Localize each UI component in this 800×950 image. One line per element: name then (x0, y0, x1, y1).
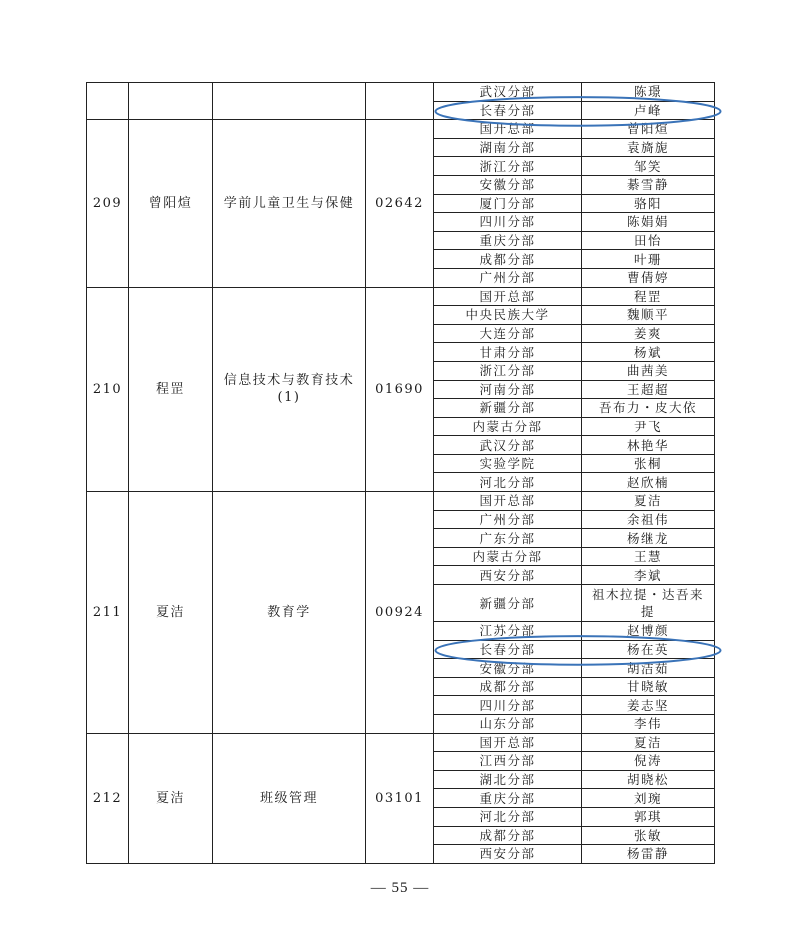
department-cell: 新疆分部 (434, 399, 582, 418)
person-cell: 叶珊 (582, 250, 715, 269)
lead-teacher-cell (129, 83, 213, 120)
course-name-cell: 信息技术与教育技术 (1) (213, 287, 366, 492)
person-cell: 胡晓松 (582, 770, 715, 789)
department-cell: 山东分部 (434, 715, 582, 734)
department-cell: 湖北分部 (434, 770, 582, 789)
department-cell: 内蒙古分部 (434, 547, 582, 566)
table-row (87, 287, 715, 306)
department-cell: 安徽分部 (434, 659, 582, 678)
person-cell: 张敏 (582, 826, 715, 845)
course-number-cell: 212 (87, 733, 129, 863)
department-cell: 江苏分部 (434, 622, 582, 641)
person-cell: 田怡 (582, 231, 715, 250)
person-cell: 卢峰 (582, 101, 715, 120)
course-teacher-table (86, 82, 715, 864)
department-cell: 甘肃分部 (434, 343, 582, 362)
course-number-cell: 210 (87, 287, 129, 492)
person-cell: 杨斌 (582, 343, 715, 362)
course-name-cell: 教育学 (213, 492, 366, 734)
person-cell: 杨雷静 (582, 845, 715, 864)
person-cell: 尹飞 (582, 417, 715, 436)
department-cell: 重庆分部 (434, 789, 582, 808)
person-cell: 曲茜美 (582, 361, 715, 380)
department-cell: 广东分部 (434, 529, 582, 548)
department-cell: 国开总部 (434, 492, 582, 511)
department-cell: 中央民族大学 (434, 306, 582, 325)
person-cell: 骆阳 (582, 194, 715, 213)
course-name-cell: 班级管理 (213, 733, 366, 863)
person-cell: 姜爽 (582, 324, 715, 343)
department-cell: 武汉分部 (434, 436, 582, 455)
course-number-cell: 209 (87, 120, 129, 287)
person-cell: 袁旖旎 (582, 138, 715, 157)
table-row (87, 733, 715, 752)
department-cell: 实验学院 (434, 454, 582, 473)
person-cell: 曹倩婷 (582, 268, 715, 287)
person-cell: 张桐 (582, 454, 715, 473)
person-cell: 程罡 (582, 287, 715, 306)
department-cell: 西安分部 (434, 566, 582, 585)
page-number: — 55 — (370, 880, 430, 896)
department-cell: 国开总部 (434, 733, 582, 752)
person-cell: 夏洁 (582, 492, 715, 511)
course-code-cell: 00924 (366, 492, 434, 734)
person-cell: 林艳华 (582, 436, 715, 455)
department-cell: 四川分部 (434, 696, 582, 715)
person-cell: 余祖伟 (582, 510, 715, 529)
department-cell: 国开总部 (434, 287, 582, 306)
department-cell: 安徽分部 (434, 175, 582, 194)
lead-teacher-cell: 夏洁 (129, 733, 213, 863)
course-code-cell: 01690 (366, 287, 434, 492)
department-cell: 重庆分部 (434, 231, 582, 250)
department-cell: 河北分部 (434, 473, 582, 492)
person-cell: 李伟 (582, 715, 715, 734)
person-cell: 陈璟 (582, 83, 715, 102)
person-cell: 夏洁 (582, 733, 715, 752)
table-body (87, 83, 715, 864)
person-cell: 李斌 (582, 566, 715, 585)
department-cell: 湖南分部 (434, 138, 582, 157)
person-cell: 赵博颜 (582, 622, 715, 641)
course-name-cell: 学前儿童卫生与保健 (213, 120, 366, 287)
person-cell: 王超超 (582, 380, 715, 399)
table-row (87, 492, 715, 511)
person-cell: 王慧 (582, 547, 715, 566)
department-cell: 广州分部 (434, 268, 582, 287)
department-cell: 广州分部 (434, 510, 582, 529)
department-cell: 厦门分部 (434, 194, 582, 213)
department-cell: 长春分部 (434, 640, 582, 659)
course-code-cell: 03101 (366, 733, 434, 863)
department-cell: 西安分部 (434, 845, 582, 864)
person-cell: 邹笑 (582, 157, 715, 176)
department-cell: 浙江分部 (434, 361, 582, 380)
department-cell: 武汉分部 (434, 83, 582, 102)
department-cell: 大连分部 (434, 324, 582, 343)
person-cell: 甘晓敏 (582, 677, 715, 696)
department-cell: 国开总部 (434, 120, 582, 139)
department-cell: 河南分部 (434, 380, 582, 399)
department-cell: 成都分部 (434, 677, 582, 696)
lead-teacher-cell: 程罡 (129, 287, 213, 492)
department-cell: 成都分部 (434, 826, 582, 845)
person-cell: 曾阳煊 (582, 120, 715, 139)
course-code-cell: 02642 (366, 120, 434, 287)
person-cell: 姜志坚 (582, 696, 715, 715)
person-cell: 倪涛 (582, 752, 715, 771)
person-cell: 郭琪 (582, 807, 715, 826)
department-cell: 长春分部 (434, 101, 582, 120)
person-cell: 陈娟娟 (582, 213, 715, 232)
course-number-cell (87, 83, 129, 120)
department-cell: 内蒙古分部 (434, 417, 582, 436)
person-cell: 赵欣楠 (582, 473, 715, 492)
department-cell: 河北分部 (434, 807, 582, 826)
table-row (87, 83, 715, 102)
department-cell: 四川分部 (434, 213, 582, 232)
lead-teacher-cell: 曾阳煊 (129, 120, 213, 287)
table-row (87, 120, 715, 139)
department-cell: 江西分部 (434, 752, 582, 771)
person-cell: 祖木拉提・达吾来提 (582, 585, 715, 622)
person-cell: 魏顺平 (582, 306, 715, 325)
department-cell: 成都分部 (434, 250, 582, 269)
person-cell: 刘琬 (582, 789, 715, 808)
department-cell: 新疆分部 (434, 585, 582, 622)
person-cell: 杨继龙 (582, 529, 715, 548)
department-cell: 浙江分部 (434, 157, 582, 176)
course-code-cell (366, 83, 434, 120)
person-cell: 綦雪静 (582, 175, 715, 194)
course-name-cell (213, 83, 366, 120)
lead-teacher-cell: 夏洁 (129, 492, 213, 734)
person-cell: 吾布力・皮大依 (582, 399, 715, 418)
course-number-cell: 211 (87, 492, 129, 734)
person-cell: 杨在英 (582, 640, 715, 659)
person-cell: 胡洁茹 (582, 659, 715, 678)
